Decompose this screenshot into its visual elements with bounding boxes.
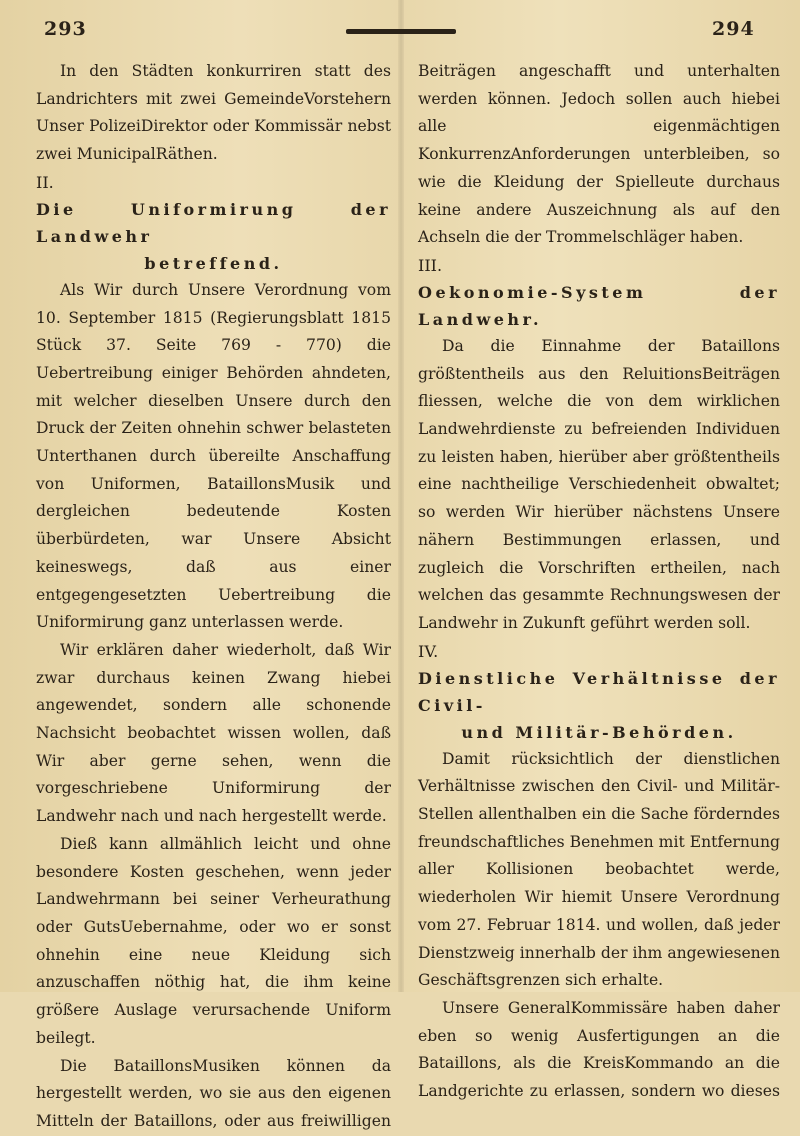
- right-paragraph-1: Beiträgen angeschafft und unterhalten werden können. Jedoch sollen auch hiebei alle eigenmächtigen KonkurrenzAnforderungen unterbleiben, so wie die Kleidung der Spielleute durchaus keine andere Auszeichnung als auf den Achseln die der Trommelschläger haben.: [418, 62, 780, 247]
- left-paragraph-1: In den Städten konkurriren statt des Landrichters mit zwei GemeindeVorstehern Unser PolizeiDirektor oder Kommissär nebst zwei MunicipalRäthen.: [36, 62, 391, 164]
- section-3-title: Oekonomie-System der Landwehr.: [418, 282, 780, 329]
- left-paragraph-2: Als Wir durch Unsere Verordnung vom 10. September 1815 (Regierungsblatt 1815 Stück 37. Seite 769 - 770) die Uebertreibung einiger Behörden ahndeten, mit welcher dieselben Unsere durch den Druck der Zeiten ohnehin schwer belasteten Unterthanen durch übereilte Anschaffung von Uniformen, BataillonsMusik und dergleichen bedeutende Kosten überbürdeten, war Unsere Absicht keineswegs, daß aus einer entgegengesetzten Uebertreibung die Uniformirung ganz unterlassen werde.: [36, 280, 391, 632]
- section-4-title-line-1: Dienstliche Verhältnisse der Civil-: [418, 668, 780, 715]
- left-paragraph-5: Die BataillonsMusiken können da hergestellt werden, wo sie aus den eigenen Mitteln der Bataillons, oder aus freiwilligen: [36, 1056, 391, 1130]
- right-column: [418, 58, 780, 1106]
- right-paragraph-2: Da die Einnahme der Bataillons größtentheils aus den ReluitionsBeiträgen fliessen, welche die von dem wirklichen Landwehrdienste zu befreienden Individuen zu leisten haben, hierüber aber größtentheils eine nachtheilige Verschiedenheit obwaltet; so werden Wir hierüber nächstens Unsere nähern Bestimmungen erlassen, und zugleich die Vorschriften ertheilen, nach welchen das gesammte Rechnungswesen der Landwehr in Zukunft geführt werden soll.: [418, 336, 780, 632]
- right-paragraph-4: Unsere GeneralKommissäre haben daher eben so wenig Ausfertigungen an die Bataillons, als die KreisKommando an die Landgerichte zu erlassen, sondern wo dieses: [418, 998, 780, 1101]
- section-4-number: IV.: [418, 641, 439, 661]
- section-2-number: II.: [36, 172, 54, 192]
- left-column: [36, 58, 391, 1136]
- right-page-number: 294: [712, 18, 755, 40]
- section-2-title-line-2: betreffend.: [144, 253, 283, 273]
- section-2-title-line-1: Die Uniformirung der Landwehr: [36, 199, 391, 246]
- left-paragraph-4: Dieß kann allmählich leicht und ohne besondere Kosten geschehen, wenn jeder Landwehrmann bei seiner Verheurathung oder GutsUebernahme, oder wo er sonst ohnehin eine neue Kleidung sich anzuschaffen nöthig hat, die ihm keine größere Auslage verursachende Uniform beilegt.: [36, 834, 391, 1047]
- page-fold: [398, 0, 404, 992]
- right-paragraph-3: Damit rücksichtlich der dienstlichen Verhältnisse zwischen den Civil- und Militär-Stellen allenthalben ein die Sache förderndes freundschaftliches Benehmen mit Entfernung aller Kollisionen beobachtet werde, wiederholen Wir hiemit Unsere Verordnung vom 27. Februar 1814. und wollen, daß jeder Dienstzweig innerhalb der ihm angewiesenen Geschäftsgrenzen sich erhalte.: [418, 749, 780, 990]
- section-4-title-line-2: und Militär-Behörden.: [461, 722, 737, 742]
- section-3-number: III.: [418, 255, 443, 275]
- left-paragraph-3: Wir erklären daher wiederholt, daß Wir zwar durchaus keinen Zwang hiebei angewendet, sondern alle schonende Nachsicht beobachtet wissen wollen, daß Wir aber gerne sehen, wenn die vorgeschriebene Uniformirung der Landwehr nach und nach hergestellt werde.: [36, 640, 391, 826]
- left-page-number: 293: [44, 18, 87, 40]
- header-rule: [346, 29, 456, 34]
